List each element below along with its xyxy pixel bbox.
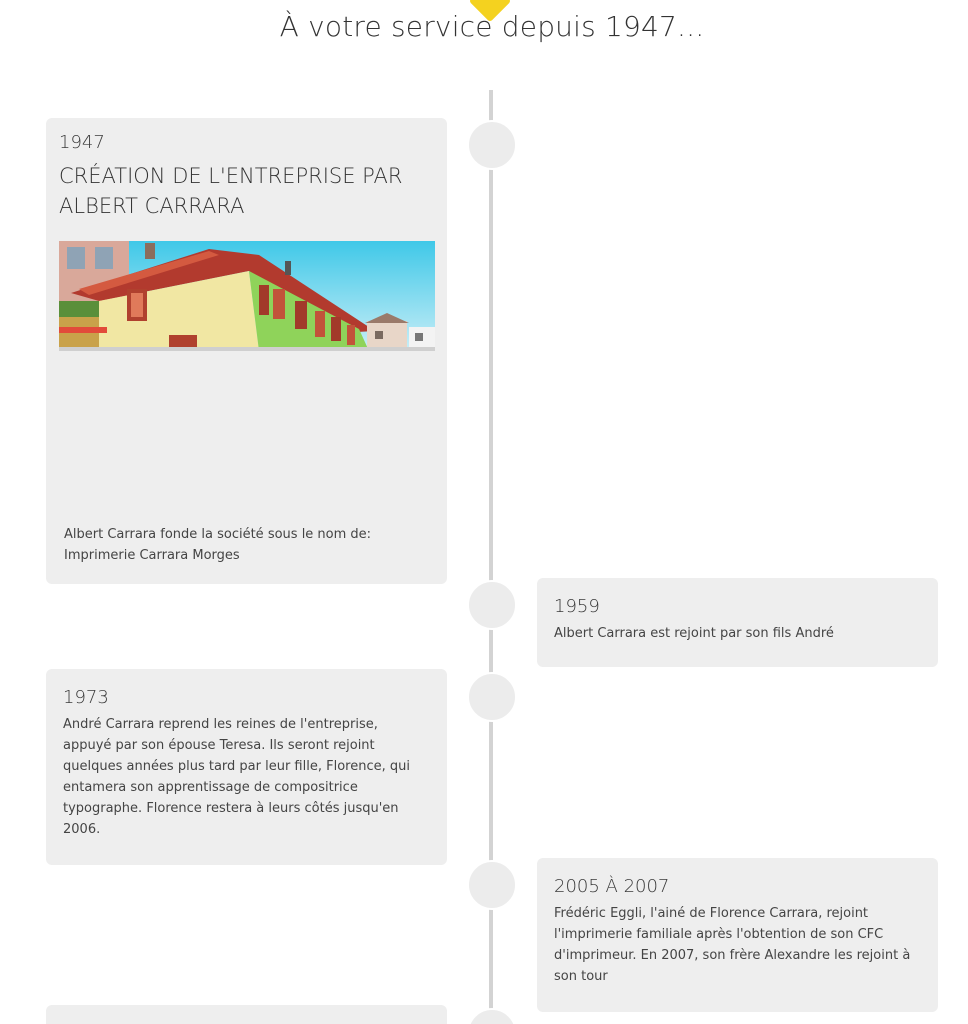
card-year: 1973 (63, 687, 109, 708)
timeline-node-1959 (467, 580, 517, 630)
card-description: André Carrara reprend les reines de l'entreprise, appuyé par son épouse Teresa. Ils seront rejoint quelques années plus tard par leur fille, Florence, qui entamera son apprentissage de compositrice typographe. Florence restera à leurs côtés jusqu'en 2006. (63, 717, 410, 837)
card-year: 2005 À 2007 (554, 876, 670, 897)
house-photo (59, 241, 435, 351)
timeline-node-2005 (467, 860, 517, 910)
card-year: 1947 (59, 132, 105, 153)
card-description: Frédéric Eggli, l'ainé de Florence Carrara, rejoint l'imprimerie familiale après l'obtention de son CFC d'imprimeur. En 2007, son frère Alexandre les rejoint à son tour (554, 906, 911, 984)
page-title: À votre service depuis 1947... (279, 10, 705, 43)
timeline-node-1973 (467, 672, 517, 722)
timeline-node-1947 (467, 120, 517, 170)
timeline-card-next (46, 1005, 447, 1024)
card-title: CRÉATION DE L'ENTREPRISE PAR ALBERT CARRARA (59, 164, 403, 218)
card-description: Albert Carrara est rejoint par son fils André (554, 626, 834, 641)
timeline-card-1947 (46, 118, 447, 584)
timeline-card-2005 (537, 858, 938, 1012)
card-description: Albert Carrara fonde la société sous le nom de: Imprimerie Carrara Morges (64, 527, 372, 563)
timeline-card-1959 (537, 578, 938, 667)
timeline-card-1973 (46, 669, 447, 865)
card-year: 1959 (554, 596, 600, 617)
timeline-node-next (467, 1008, 517, 1024)
